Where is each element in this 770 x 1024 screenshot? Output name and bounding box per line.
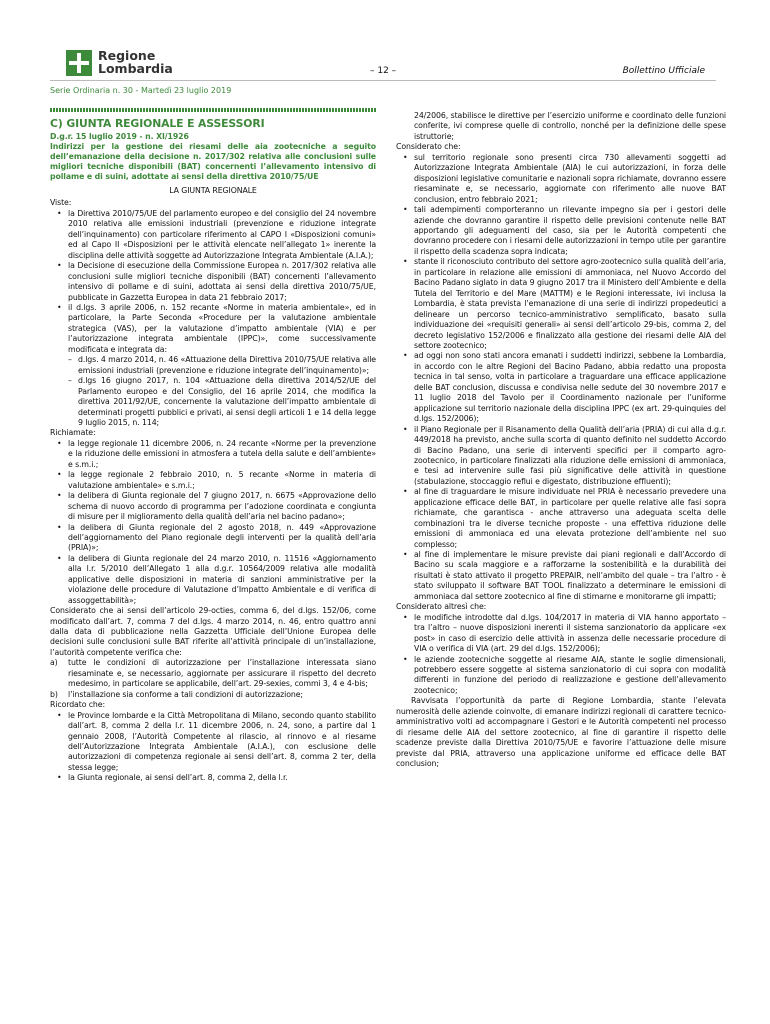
considerato-list (396, 153, 726, 602)
ravvisata-paragraph: Ravvisata l’opportunità da parte di Regione Lombardia, stante l’elevata numerosità delle aziende coinvolte, di emanare indirizzi regionali di carattere tecnico-amministrativo volti ad accompagnare i Gestori e le Autorità competenti nel processo di riesame delle AIA del settore zootecnico, al fine di garantire il rispetto delle scadenze previste dalla Direttiva 2010/75/UE e favorire l’attuazione delle misure previste dal PRIA, attraverso una applicazione uniforme ed efficace delle BAT conclusion; (396, 696, 726, 769)
left-column (50, 108, 376, 784)
list-item: • le modifiche introdotte dal d.lgs. 104/2017 in materia di VIA hanno apportato – tra l’altro – nuove disposizioni inerenti il sistema sanzionatorio da applicare «ex post» in caso di esercizio delle attività in assenza delle necessarie procedure di VIA o verifica di VIA (art. 29 del d.lgs. 152/2006); (396, 613, 726, 655)
decree-reference: D.g.r. 15 luglio 2019 - n. XI/1926 (50, 132, 189, 141)
richiamate-heading: Richiamate: (50, 428, 96, 438)
page-number: – 12 – (370, 66, 397, 76)
section-stripe (50, 108, 376, 112)
list-item: • stante il riconosciuto contributo del settore agro-zootecnico sulla qualità dell’aria, in particolare in relazione alle emissioni di ammoniaca, nel Nuovo Accordo del Bacino Padano siglato in data 9 giugno 2017 tra il Ministero dell’Ambiente e della Tutela del Territorio e del Mare (MATTM) e le Regioni interessate, ivi inclusa la Lombardia, è stata prevista l’emanazione di una serie di indirizzi propedeutici a delineare un percorso tecnico-amministrativo semplificato, basato sulla individuazione dei «requisiti generali» ai sensi dell’articolo 29-bis, comma 2, del decreto legislativo 152/2006 e finalizzato alla gestione dei riesami delle AIA del settore zootecnico; (396, 257, 726, 351)
list-item: • tali adempimenti comporteranno un rilevante impegno sia per i gestori delle aziende che dovranno garantire il rispetto delle previsioni contenute nelle BAT apportando gli adeguamenti del caso, sia per le Autorità competenti che dovranno procedere con i riesami delle autorizzazioni in tempo utile per garantire il rispetto della scadenza sopra indicata; (396, 205, 726, 257)
viste-heading: Viste: (50, 198, 72, 208)
section-title: C) GIUNTA REGIONALE E ASSESSORI (50, 117, 265, 130)
altresi-list (396, 613, 726, 697)
considerato-paragraph: Considerato che ai sensi dell’articolo 29-octies, comma 6, del d.lgs. 152/06, come modificato dall’art. 7, comma 7 del d.lgs. 4 marzo 2014, n. 46, entro quattro anni dalla data di pubblicazione nella Gazzetta Ufficiale dell’Unione Europea delle decisioni sulle conclusioni sulle BAT riferite all’attività principale di un’installazione, l’autorità competente verifica che: (50, 606, 376, 657)
list-item: • il Piano Regionale per il Risanamento della Qualità dell’aria (PRIA) di cui alla d.g.r. 449/2018 ha previsto, anche sulla scorta di quanto definito nel suddetto Accordo di Bacino Padano, una serie di interventi specifici per il comparto agro-zootecnico, in particolare finalizzati alla riduzione delle emissioni di ammoniaca, e tesi ad intervenire sulle fasi più significative delle attività in questione (stabulazione, stoccaggio reflui e digestato, distribuzione effluenti); (396, 425, 726, 488)
series-line: Serie Ordinaria n. 30 - Martedì 23 luglio 2019 (50, 86, 232, 95)
list-item: • la legge regionale 11 dicembre 2006, n. 24 recante «Norme per la prevenzione e la riduzione delle emissioni in atmosfera a tutela della salute e dell’ambiente» e s.m.i.; (50, 439, 376, 470)
continuation-text: 24/2006, stabilisce le direttive per l’esercizio uniforme e coordinato delle funzioni conferite, ivi comprese quelle di controllo, nonché per la definizione delle spese istruttorie; (414, 111, 726, 141)
viste-list (50, 209, 376, 355)
bulletin-title: Bollettino Ufficiale (622, 66, 705, 76)
letter-list (50, 658, 376, 700)
list-item: • sul territorio regionale sono presenti circa 730 allevamenti soggetti ad Autorizzazione Integrata Ambientale (AIA) le cui autorizzazioni, in forza delle disposizioni legislative comunitarie e nazionali sopra richiamate, dovranno essere riesaminate e, se necessario, aggiornate con riferimento alle nuove BAT conclusion, entro febbraio 2021; (396, 153, 726, 205)
item-label: b) (50, 689, 58, 699)
logo-line-1: Regione (98, 48, 156, 63)
list-item: • le aziende zootecniche soggette al riesame AIA, stante le soglie dimensionali, potrebbero essere soggette al sistema sanzionatorio di cui sopra con modalità differenti in funzione del periodo di realizzazione e gestione dell’allevamento zootecnico; (396, 655, 726, 697)
list-item: – d.lgs 16 giugno 2017, n. 104 «Attuazione della direttiva 2014/52/UE del Parlamento europeo e del Consiglio, del 16 aprile 2014, che modifica la direttiva 2011/92/UE, concernente la valutazione dell’impatto ambientale di determinati progetti pubblici e privati, ai sensi degli articoli 1 e 14 della legge 9 luglio 2015, n. 114; (50, 376, 376, 428)
list-item: • la delibera di Giunta regionale del 2 agosto 2018, n. 449 «Approvazione dell’aggiornamento del Piano regionale degli interventi per la qualità dell’aria (PRIA)»; (50, 523, 376, 554)
list-item: • la Giunta regionale, ai sensi dell’art. 8, comma 2, della l.r. (50, 773, 376, 783)
item-text: tutte le condizioni di autorizzazione per l’installazione interessata siano riesaminate e, se necessario, aggiornate per assicurare il rispetto del decreto medesimo, in particolare se applicabile, dell’art. 29-sexies, commi 3, 4 e 4-bis; (68, 658, 376, 689)
rosa-camuna-icon (66, 50, 92, 76)
list-item: • ad oggi non sono stati ancora emanati i suddetti indirizzi, sebbene la Lombardia, in accordo con le altre Regioni del Bacino Padano, abbia redatto una proposta tecnica in tal senso, volta in particolare a traguardare una efficace applicazione delle BAT conclusion, discussa e condivisa nelle sedute del 30 novembre 2017 e 11 luglio 2018 del Tavolo per il Coordinamento nazionale per l’uniforme applicazione sul territorio nazionale della disciplina IPPC (ex art. 29-quinquies del d.lgs. 152/2006); (396, 351, 726, 424)
list-item: • al fine di implementare le misure previste dai piani regionali e dall’Accordo di Bacino su scala maggiore e a rafforzarne la sostenibilità e la durabilità dei risultati è stato attivato il progetto PREPAIR, nell’ambito del quale – tra l’altro - è stato sviluppato il software BAT TOOL finalizzato a determinare le emissioni di ammoniaca dal settore zootecnico al fine di stimarne e monitorarne gli impatti; (396, 550, 726, 602)
list-item: • al fine di traguardare le misure individuate nel PRIA è necessario prevedere una applicazione efficace delle BAT, in particolare per quelle relative alle fasi sopra richiamate, che garantisca - anche attraverso una adeguata scelta delle combinazioni tra le diverse tecniche proposte - una effettiva riduzione delle emissioni di ammoniaca ed una elevata protezione dell’ambiente nel suo complesso; (396, 487, 726, 550)
ricordato-heading: Ricordato che: (50, 700, 105, 710)
list-item (50, 658, 376, 689)
item-label: a) (50, 658, 58, 668)
regione-lombardia-logo (66, 49, 186, 77)
list-item: • la legge regionale 2 febbraio 2010, n. 5 recante «Norme in materia di valutazione ambientale» e s.m.i.; (50, 470, 376, 491)
list-item (50, 690, 376, 700)
list-item: • la Decisione di esecuzione della Commissione Europea n. 2017/302 relativa alle conclusioni sulle migliori tecniche disponibili (BAT) concernenti l’allevamento intensivo di pollame e di suini, adottata ai sensi della direttiva 2010/75/UE, pubblicate in Gazzetta Europea in data 21 febbraio 2017; (50, 261, 376, 303)
richiamate-list (50, 439, 376, 606)
list-item: • il d.lgs. 3 aprile 2006, n. 152 recante «Norme in materia ambientale», ed in particolare, la Parte Seconda «Procedure per la valutazione ambientale strategica (VAS), per la valutazione d’impatto ambientale (VIA) e per l’autorizzazione integrata ambientale (IPPC)», come successivamente modificata e integrata da: (50, 303, 376, 355)
logo-text (98, 49, 173, 75)
considerato-heading: Considerato che: (396, 142, 461, 152)
list-item: – d.lgs. 4 marzo 2014, n. 46 «Attuazione della Direttiva 2010/75/UE relativa alle emissioni industriali (prevenzione e riduzione integrate dell’inquinamento)»; (50, 355, 376, 376)
item-text: l’installazione sia conforme a tali condizioni di autorizzazione; (68, 689, 303, 699)
right-column (396, 111, 726, 770)
ricordato-list (50, 711, 376, 784)
list-item: • le Province lombarde e la Città Metropolitana di Milano, secondo quanto stabilito dall’art. 8, comma 2 della l.r. 11 dicembre 2006, n. 24, sono, a partire dal 1 gennaio 2008, l’Autorità Competente al rilascio, al rinnovo e al riesame dell’Autorizzazione Integrata Ambientale (A.I.A.), con esclusione delle autorizzazioni di competenza regionale ai sensi dell’art. 8, comma 2 ter, della stessa legge; (50, 711, 376, 774)
logo-line-2: Lombardia (98, 61, 173, 76)
dash-list (50, 355, 376, 428)
decree-title: Indirizzi per la gestione dei riesami delle aia zootecniche a seguito dell’emanazione della decisione n. 2017/302 relativa alle conclusioni sulle migliori tecniche disponibili (BAT) concernenti l’allevamento intensivo di pollame e di suini, adottate ai sensi della direttiva 2010/75/UE (50, 142, 376, 181)
body-title: LA GIUNTA REGIONALE (169, 186, 257, 195)
altresi-heading: Considerato altresì che: (396, 602, 487, 612)
header-divider (50, 80, 716, 81)
list-item: • la delibera di Giunta regionale del 7 giugno 2017, n. 6675 «Approvazione dello schema di nuovo accordo di programma per l’adozione coordinata e congiunta di misure per il miglioramento della qualità dell’aria nel bacino padano»; (50, 491, 376, 522)
list-item: • la Direttiva 2010/75/UE del parlamento europeo e del consiglio del 24 novembre 2010 relativa alle emissioni industriali (prevenzione e riduzione integrate dell’inquinamento) con particolare riferimento al CAPO I «Disposizioni comuni» ed al Capo II «Disposizioni per le attività elencate nell’allegato 1» inerente la disciplina delle attività soggette ad Autorizzazione Integrata Ambientale (A.I.A.); (50, 209, 376, 261)
list-item: • la delibera di Giunta regionale del 24 marzo 2010, n. 11516 «Aggiornamento alla l.r. 5/2010 dell’Allegato 1 alla d.g.r. 10564/2009 relativa alle modalità applicative delle disposizioni in materia di sanzioni amministrative per la violazione delle procedure di Valutazione d’Impatto Ambientale e di verifica di assoggettabilità»; (50, 554, 376, 606)
